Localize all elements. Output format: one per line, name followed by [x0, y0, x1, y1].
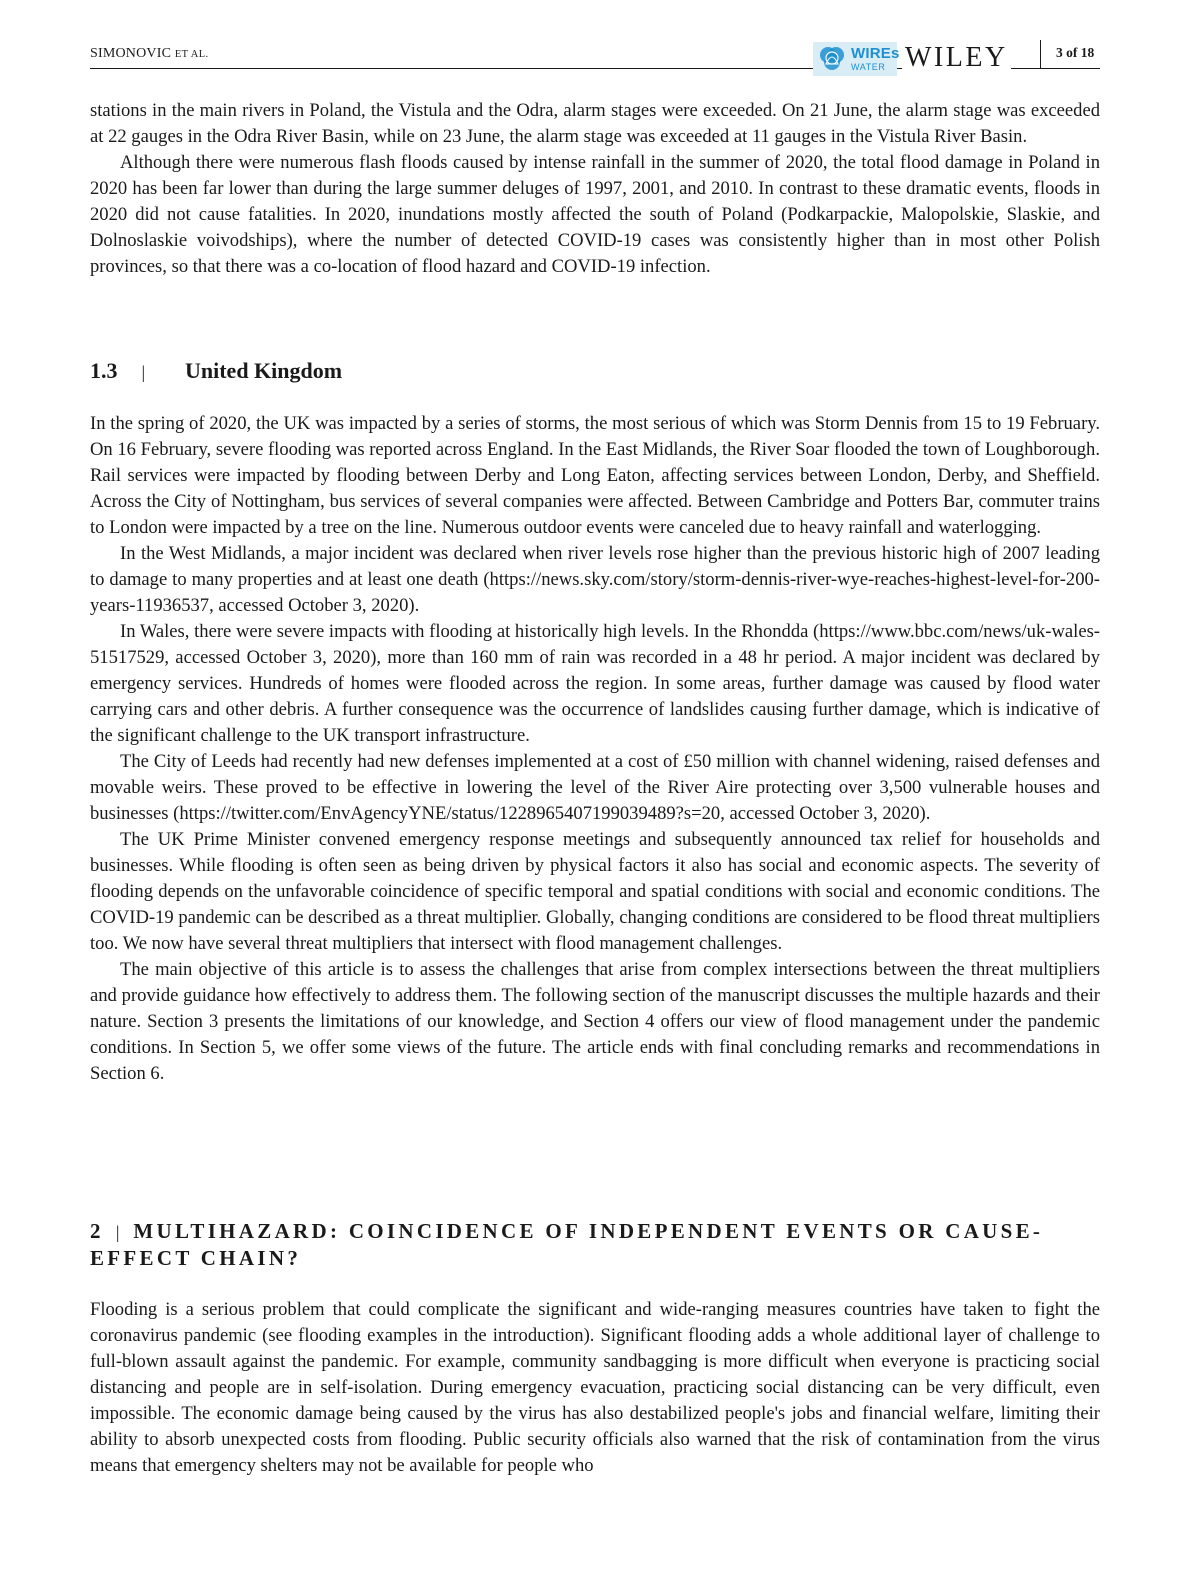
section-number: 2: [90, 1219, 104, 1243]
section-heading-1-3: [90, 358, 342, 385]
intro-continuation: [90, 98, 1100, 280]
section-1-3-body: [90, 411, 1100, 1087]
section-number: 1.3: [90, 358, 118, 383]
paragraph: The main objective of this article is to assess the challenges that arise from complex intersections between the threat multipliers and provide guidance how effectively to address them. The following section of the manuscript discusses the multiple hazards and their nature. Section 3 presents the limitations of our knowledge, and Section 4 offers our view of flood management under the pandemic conditions. In Section 5, we offer some views of the future. The article ends with final concluding remarks and recommendations in Section 6.: [90, 959, 1100, 1084]
section-title: MULTIHAZARD: COINCIDENCE OF INDEPENDENT EVENTS OR CAUSE-EFFECT CHAIN?: [90, 1219, 1044, 1270]
page-number: 3 of 18: [1056, 45, 1095, 60]
page-header: [90, 38, 1100, 72]
paragraph: In the spring of 2020, the UK was impacted by a series of storms, the most serious of which was Storm Dennis from 15 to 19 February. On 16 February, severe flooding was reported across England. In the East Midlands, the River Soar flooded the town of Loughborough. Rail services were impacted by flooding between Derby and Long Eaton, affecting services between London, Derby, and Sheffield. Across the City of Nottingham, bus services of several companies were affected. Between Cambridge and Potters Bar, commuter trains to London were impacted by a tree on the line. Numerous outdoor events were canceled due to heavy rainfall and waterlogging.: [90, 413, 1100, 538]
paragraph: Flooding is a serious problem that could complicate the significant and wide-ranging measures countries have taken to fight the coronavirus pandemic (see flooding examples in the introduction). Significant flooding adds a whole additional layer of challenge to full-blown assault against the pandemic. For example, community sandbagging is more difficult when everyone is practicing social distancing and people are in self-isolation. During emergency evacuation, practicing social distancing can be very difficult, even impossible. The economic damage being caused by the virus has also destabilized people's jobs and financial welfare, limiting their ability to absorb unexpected costs from flooding. Public security officials also warned that the risk of contamination from the virus means that emergency shelters may not be available for people who: [90, 1299, 1100, 1476]
section-2-body: [90, 1297, 1100, 1479]
section-separator: |: [115, 1222, 120, 1242]
section-heading-2: [90, 1218, 1090, 1271]
paragraph: stations in the main rivers in Poland, the Vistula and the Odra, alarm stages were exceeded. On 21 June, the alarm stage was exceeded at 22 gauges in the Odra River Basin, while on 23 June, the alarm stage was exceeded at 11 gauges in the Vistula River Basin.: [90, 100, 1100, 147]
paragraph: The UK Prime Minister convened emergency response meetings and subsequently announced tax relief for households and businesses. While flooding is often seen as being driven by physical factors it also has social and economic aspects. The severity of flooding depends on the unfavorable coincidence of specific temporal and spatial conditions with social and economic conditions. The COVID-19 pandemic can be described as a threat multiplier. Globally, changing conditions are considered to be flood threat multipliers too. We now have several threat multipliers that intersect with flood management challenges.: [90, 829, 1100, 954]
wires-circles-icon: [817, 44, 847, 74]
wires-logo-word: WIREs: [851, 45, 900, 62]
running-head-suffix: ET AL.: [174, 49, 209, 60]
wiley-logo: WILEY: [902, 43, 1011, 73]
running-head: [90, 46, 209, 62]
wires-logo-sub: WATER: [851, 62, 886, 72]
section-title: United Kingdom: [185, 358, 343, 383]
paragraph: In Wales, there were severe impacts with flooding at historically high levels. In the Rhondda (https://www.bbc.com/news/uk-wales-51517529, accessed October 3, 2020), more than 160 mm of rain was recorded in a 48 hr period. A major incident was declared by emergency services. Hundreds of homes were flooded across the region. In some areas, further damage was caused by flood water carrying cars and other debris. A further consequence was the occurrence of landslides causing further damage, which is indicative of the significant challenge to the UK transport infrastructure.: [90, 621, 1100, 746]
running-head-author: SIMONOVIC: [90, 46, 172, 61]
paragraph: Although there were numerous flash floods caused by intense rainfall in the summer of 2020, the total flood damage in Poland in 2020 has been far lower than during the large summer deluges of 1997, 2001, and 2010. In contrast to these dramatic events, floods in 2020 did not cause fatalities. In 2020, inundations mostly affected the south of Poland (Podkarpackie, Malopolskie, Slaskie, and Dolnoslaskie voivodships), where the number of detected COVID-19 cases was consistently higher than in most other Polish provinces, so that there was a co-location of flood hazard and COVID-19 infection.: [90, 152, 1100, 277]
paragraph: In the West Midlands, a major incident was declared when river levels rose higher than the previous historic high of 2007 leading to damage to many properties and at least one death (https://news.sky.com/story/storm-dennis-river-wye-reaches-highest-level-for-200-years-11936537, accessed October 3, 2020).: [90, 543, 1100, 616]
page-number-separator: [1040, 40, 1041, 68]
paragraph: The City of Leeds had recently had new defenses implemented at a cost of £50 million with channel widening, raised defenses and movable weirs. These proved to be effective in lowering the level of the River Aire protecting over 3,500 vulnerable houses and businesses (https://twitter.com/EnvAgencyYNE/status/1228965407199039489?s=20, accessed October 3, 2020).: [90, 751, 1100, 824]
section-separator: |: [141, 362, 146, 382]
wires-water-logo: [813, 42, 900, 76]
